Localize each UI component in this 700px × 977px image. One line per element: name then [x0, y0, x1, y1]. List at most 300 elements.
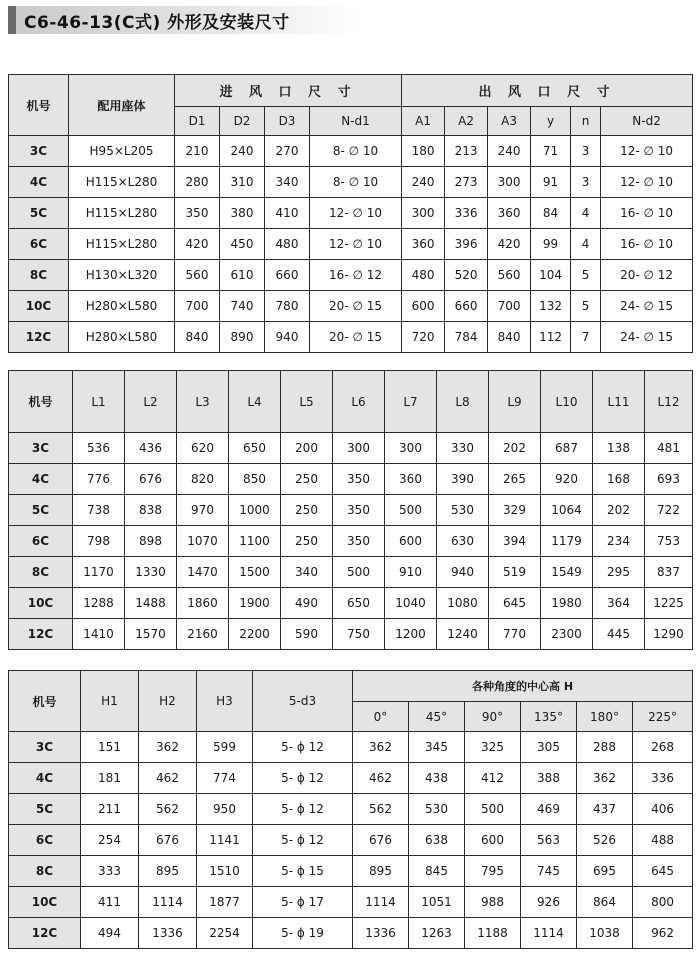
table-cell: 250: [281, 495, 333, 526]
model-cell: 3C: [9, 136, 69, 167]
model-cell: 3C: [9, 433, 73, 464]
table-cell: 1900: [229, 588, 281, 619]
table-cell: 562: [353, 794, 409, 825]
table-cell: 910: [385, 557, 437, 588]
table-cell: 438: [409, 763, 465, 794]
table-cell: 1114: [521, 918, 577, 949]
table-cell: 240: [220, 136, 265, 167]
table-cell: 563: [521, 825, 577, 856]
column-header: 5-d3: [253, 671, 353, 732]
table-cell: 5: [571, 260, 601, 291]
column-header: L6: [333, 371, 385, 433]
table-cell: 138: [593, 433, 645, 464]
angle-header: 225°: [633, 702, 693, 732]
table-cell: 2160: [177, 619, 229, 650]
table-row: [9, 825, 693, 856]
table-cell: H95×L205: [69, 136, 175, 167]
table-cell: 774: [197, 763, 253, 794]
table-cell: 211: [81, 794, 139, 825]
table-cell: 202: [593, 495, 645, 526]
column-header: H3: [197, 671, 253, 732]
table-cell: 890: [220, 322, 265, 353]
model-cell: 5C: [9, 198, 69, 229]
table-cell: 20- ∅ 12: [601, 260, 693, 291]
table-cell: 288: [577, 732, 633, 763]
table-cell: 1070: [177, 526, 229, 557]
table-cell: 84: [531, 198, 571, 229]
table-row: [9, 619, 693, 650]
table-cell: 305: [521, 732, 577, 763]
table-cell: 99: [531, 229, 571, 260]
table-cell: 480: [265, 229, 310, 260]
table-row: [9, 557, 693, 588]
table-cell: 1290: [645, 619, 693, 650]
column-header: N-d2: [601, 107, 693, 136]
table-cell: 254: [81, 825, 139, 856]
table-cell: 1549: [541, 557, 593, 588]
table-cell: 660: [445, 291, 488, 322]
table-cell: 12- ∅ 10: [601, 136, 693, 167]
table-cell: 265: [489, 464, 541, 495]
table-cell: 350: [175, 198, 220, 229]
table-cell: 520: [445, 260, 488, 291]
table-row: [9, 732, 693, 763]
table-cell: 5- ϕ 12: [253, 794, 353, 825]
table-cell: 500: [385, 495, 437, 526]
model-cell: 8C: [9, 856, 81, 887]
table-cell: 784: [445, 322, 488, 353]
table-cell: 770: [489, 619, 541, 650]
table-cell: 599: [197, 732, 253, 763]
table-cell: 695: [577, 856, 633, 887]
table-cell: 490: [281, 588, 333, 619]
table-cell: 795: [465, 856, 521, 887]
table-cell: 926: [521, 887, 577, 918]
table-cell: 837: [645, 557, 693, 588]
table-cell: 494: [81, 918, 139, 949]
table-cell: 350: [333, 526, 385, 557]
page-title: C6-46-13(C式) 外形及安装尺寸: [24, 12, 290, 33]
table-row: [9, 260, 693, 291]
table-cell: 350: [333, 464, 385, 495]
table-cell: 745: [521, 856, 577, 887]
table-cell: 270: [265, 136, 310, 167]
table-cell: 364: [593, 588, 645, 619]
table-cell: 687: [541, 433, 593, 464]
inlet-group-header: 进 风 口 尺 寸: [175, 75, 402, 107]
table-row: [9, 495, 693, 526]
table-cell: 1051: [409, 887, 465, 918]
table-cell: 394: [489, 526, 541, 557]
table-cell: 345: [409, 732, 465, 763]
table-row: [9, 763, 693, 794]
table-cell: 200: [281, 433, 333, 464]
model-cell: 4C: [9, 167, 69, 198]
model-header: 机号: [9, 671, 81, 732]
column-header: D2: [220, 107, 265, 136]
table-cell: 610: [220, 260, 265, 291]
table-cell: 1288: [73, 588, 125, 619]
table-cell: 168: [593, 464, 645, 495]
table-cell: 850: [229, 464, 281, 495]
table-cell: 469: [521, 794, 577, 825]
table-cell: 722: [645, 495, 693, 526]
table-cell: 645: [489, 588, 541, 619]
table-cell: 202: [489, 433, 541, 464]
model-cell: 6C: [9, 825, 81, 856]
column-header: L7: [385, 371, 437, 433]
table-row: [9, 291, 693, 322]
table-cell: 5- ϕ 19: [253, 918, 353, 949]
table-cell: 630: [437, 526, 489, 557]
model-cell: 6C: [9, 526, 73, 557]
column-header: D1: [175, 107, 220, 136]
column-header: A3: [488, 107, 531, 136]
table-cell: 91: [531, 167, 571, 198]
table-cell: 1100: [229, 526, 281, 557]
angle-group-header: 各种角度的中心高 H: [353, 671, 693, 702]
model-cell: 4C: [9, 464, 73, 495]
height-dimensions-table: [8, 670, 693, 949]
table-cell: 530: [409, 794, 465, 825]
table-cell: 3: [571, 136, 601, 167]
table-cell: 1570: [125, 619, 177, 650]
table-cell: 1877: [197, 887, 253, 918]
table-row: [9, 856, 693, 887]
table-cell: 132: [531, 291, 571, 322]
table-cell: 480: [402, 260, 445, 291]
model-cell: 5C: [9, 794, 81, 825]
table-cell: 620: [177, 433, 229, 464]
table-cell: 7: [571, 322, 601, 353]
table-cell: 411: [81, 887, 139, 918]
table-cell: 16- ∅ 12: [310, 260, 402, 291]
table-cell: 820: [177, 464, 229, 495]
table-cell: 268: [633, 732, 693, 763]
table-cell: 776: [73, 464, 125, 495]
model-header: 机号: [9, 75, 69, 136]
table-cell: 300: [333, 433, 385, 464]
table-cell: 840: [175, 322, 220, 353]
table-cell: 800: [633, 887, 693, 918]
table-cell: 240: [402, 167, 445, 198]
table-cell: 920: [541, 464, 593, 495]
table-cell: 445: [593, 619, 645, 650]
angle-header: 180°: [577, 702, 633, 732]
column-header: L1: [73, 371, 125, 433]
angle-header: 90°: [465, 702, 521, 732]
table-cell: 300: [402, 198, 445, 229]
table-cell: 333: [81, 856, 139, 887]
table-row: [9, 229, 693, 260]
table-cell: 340: [281, 557, 333, 588]
column-header: H2: [139, 671, 197, 732]
table-cell: 1225: [645, 588, 693, 619]
table-cell: 450: [220, 229, 265, 260]
table-row: [9, 433, 693, 464]
table-cell: 1038: [577, 918, 633, 949]
table-cell: 412: [465, 763, 521, 794]
table-cell: 5- ϕ 12: [253, 763, 353, 794]
table-cell: 845: [409, 856, 465, 887]
table-cell: 362: [353, 732, 409, 763]
table-row: [9, 198, 693, 229]
angle-header: 45°: [409, 702, 465, 732]
table-cell: 600: [465, 825, 521, 856]
table-cell: 12- ∅ 10: [601, 167, 693, 198]
table2-header-row: [9, 371, 693, 433]
table-cell: 436: [125, 433, 177, 464]
table-cell: 5: [571, 291, 601, 322]
model-cell: 4C: [9, 763, 81, 794]
table-cell: 864: [577, 887, 633, 918]
model-cell: 12C: [9, 322, 69, 353]
length-dimensions-table: [8, 370, 693, 650]
table-cell: 437: [577, 794, 633, 825]
table-row: [9, 887, 693, 918]
table-cell: 526: [577, 825, 633, 856]
model-cell: 10C: [9, 887, 81, 918]
table-cell: 273: [445, 167, 488, 198]
table-cell: 753: [645, 526, 693, 557]
table-cell: 1000: [229, 495, 281, 526]
table-cell: 360: [385, 464, 437, 495]
angle-header: 135°: [521, 702, 577, 732]
column-header: L12: [645, 371, 693, 433]
table-cell: 500: [333, 557, 385, 588]
table-cell: H115×L280: [69, 167, 175, 198]
outlet-group-header: 出 风 口 尺 寸: [402, 75, 693, 107]
table-cell: 560: [488, 260, 531, 291]
table-row: [9, 794, 693, 825]
table-cell: 12- ∅ 10: [310, 229, 402, 260]
table-cell: 16- ∅ 10: [601, 229, 693, 260]
column-header: A2: [445, 107, 488, 136]
table2-body: [9, 433, 693, 650]
inlet-outlet-dimensions-table: [8, 74, 693, 353]
table-cell: 112: [531, 322, 571, 353]
table-cell: 325: [465, 732, 521, 763]
table-cell: 396: [445, 229, 488, 260]
table-cell: 336: [633, 763, 693, 794]
table-cell: 390: [437, 464, 489, 495]
table-cell: 988: [465, 887, 521, 918]
table-cell: 650: [333, 588, 385, 619]
column-header: y: [531, 107, 571, 136]
table-cell: 481: [645, 433, 693, 464]
table-cell: 250: [281, 464, 333, 495]
table-cell: 8- ∅ 10: [310, 167, 402, 198]
table-cell: 1410: [73, 619, 125, 650]
table-cell: 462: [353, 763, 409, 794]
table-cell: 1980: [541, 588, 593, 619]
table-cell: 1500: [229, 557, 281, 588]
model-cell: 12C: [9, 918, 81, 949]
model-cell: 6C: [9, 229, 69, 260]
table-cell: 700: [488, 291, 531, 322]
table-cell: 590: [281, 619, 333, 650]
table-cell: 1080: [437, 588, 489, 619]
table-cell: 530: [437, 495, 489, 526]
column-header: L9: [489, 371, 541, 433]
table-cell: 8- ∅ 10: [310, 136, 402, 167]
table-cell: 360: [402, 229, 445, 260]
table-cell: 650: [229, 433, 281, 464]
table-cell: 693: [645, 464, 693, 495]
table-cell: 5- ϕ 12: [253, 825, 353, 856]
table-cell: 310: [220, 167, 265, 198]
table-cell: 151: [81, 732, 139, 763]
table-cell: 380: [220, 198, 265, 229]
table-cell: 4: [571, 229, 601, 260]
table-cell: 12- ∅ 10: [310, 198, 402, 229]
table-row: [9, 322, 693, 353]
table-row: [9, 526, 693, 557]
table-cell: 560: [175, 260, 220, 291]
column-header: A1: [402, 107, 445, 136]
table-cell: 562: [139, 794, 197, 825]
table-cell: 181: [81, 763, 139, 794]
model-cell: 8C: [9, 260, 69, 291]
table-cell: 1860: [177, 588, 229, 619]
model-cell: 10C: [9, 291, 69, 322]
table-cell: 798: [73, 526, 125, 557]
column-header: L3: [177, 371, 229, 433]
model-cell: 8C: [9, 557, 73, 588]
table-cell: 962: [633, 918, 693, 949]
table-row: [9, 918, 693, 949]
table-cell: 410: [265, 198, 310, 229]
table-cell: 1240: [437, 619, 489, 650]
table-cell: 71: [531, 136, 571, 167]
table-cell: 300: [385, 433, 437, 464]
table-cell: 104: [531, 260, 571, 291]
table-cell: 340: [265, 167, 310, 198]
table-cell: 600: [385, 526, 437, 557]
table-cell: 362: [139, 732, 197, 763]
table-cell: H130×L320: [69, 260, 175, 291]
column-header: L5: [281, 371, 333, 433]
table-cell: 660: [265, 260, 310, 291]
table-cell: 1188: [465, 918, 521, 949]
table-cell: 180: [402, 136, 445, 167]
table-cell: 838: [125, 495, 177, 526]
table-cell: 895: [353, 856, 409, 887]
table-cell: 750: [333, 619, 385, 650]
column-header: N-d1: [310, 107, 402, 136]
table-cell: 1040: [385, 588, 437, 619]
table-cell: 895: [139, 856, 197, 887]
table-cell: 1488: [125, 588, 177, 619]
table-cell: 1336: [139, 918, 197, 949]
table-row: [9, 136, 693, 167]
table-cell: 700: [175, 291, 220, 322]
table-cell: 213: [445, 136, 488, 167]
column-header: L11: [593, 371, 645, 433]
table-cell: 20- ∅ 15: [310, 291, 402, 322]
column-header: L4: [229, 371, 281, 433]
table-cell: 350: [333, 495, 385, 526]
table-cell: 336: [445, 198, 488, 229]
table-cell: 24- ∅ 15: [601, 322, 693, 353]
table-cell: 300: [488, 167, 531, 198]
table-cell: 1114: [353, 887, 409, 918]
column-header: L8: [437, 371, 489, 433]
column-header: D3: [265, 107, 310, 136]
table-cell: 676: [125, 464, 177, 495]
table-cell: 1470: [177, 557, 229, 588]
table-cell: 898: [125, 526, 177, 557]
table-cell: 3: [571, 167, 601, 198]
table-row: [9, 464, 693, 495]
table-cell: 234: [593, 526, 645, 557]
table-cell: 950: [197, 794, 253, 825]
table-cell: 1141: [197, 825, 253, 856]
column-header: L10: [541, 371, 593, 433]
table-row: [9, 167, 693, 198]
table-cell: 676: [139, 825, 197, 856]
table-cell: 4: [571, 198, 601, 229]
table-cell: 420: [488, 229, 531, 260]
table-cell: 1064: [541, 495, 593, 526]
model-cell: 10C: [9, 588, 73, 619]
table-cell: 360: [488, 198, 531, 229]
table-cell: 2254: [197, 918, 253, 949]
table-cell: H280×L580: [69, 291, 175, 322]
table-cell: 1170: [73, 557, 125, 588]
table-cell: 420: [175, 229, 220, 260]
column-header: n: [571, 107, 601, 136]
table-cell: 676: [353, 825, 409, 856]
table-cell: 5- ϕ 15: [253, 856, 353, 887]
table-cell: 740: [220, 291, 265, 322]
table-cell: 5- ϕ 12: [253, 732, 353, 763]
table-cell: 600: [402, 291, 445, 322]
table-cell: 645: [633, 856, 693, 887]
table-cell: 780: [265, 291, 310, 322]
table-cell: 5- ϕ 17: [253, 887, 353, 918]
table-cell: 2300: [541, 619, 593, 650]
table-cell: 462: [139, 763, 197, 794]
table-cell: 1179: [541, 526, 593, 557]
angle-header: 0°: [353, 702, 409, 732]
table3-body: [9, 732, 693, 949]
table-cell: 970: [177, 495, 229, 526]
table-cell: 16- ∅ 10: [601, 198, 693, 229]
table-cell: 1510: [197, 856, 253, 887]
table-cell: 720: [402, 322, 445, 353]
table-cell: 638: [409, 825, 465, 856]
table-cell: 1200: [385, 619, 437, 650]
table-cell: 406: [633, 794, 693, 825]
table-cell: 500: [465, 794, 521, 825]
model-cell: 5C: [9, 495, 73, 526]
base-header: 配用座体: [69, 75, 175, 136]
table-cell: H115×L280: [69, 229, 175, 260]
model-cell: 12C: [9, 619, 73, 650]
table-cell: 1114: [139, 887, 197, 918]
title-bar: [8, 6, 364, 34]
model-header: 机号: [9, 371, 73, 433]
model-cell: 3C: [9, 732, 81, 763]
table-cell: 519: [489, 557, 541, 588]
table-cell: 1336: [353, 918, 409, 949]
table-row: [9, 588, 693, 619]
table-cell: 536: [73, 433, 125, 464]
table-cell: 1330: [125, 557, 177, 588]
table-cell: 940: [265, 322, 310, 353]
table-cell: 295: [593, 557, 645, 588]
